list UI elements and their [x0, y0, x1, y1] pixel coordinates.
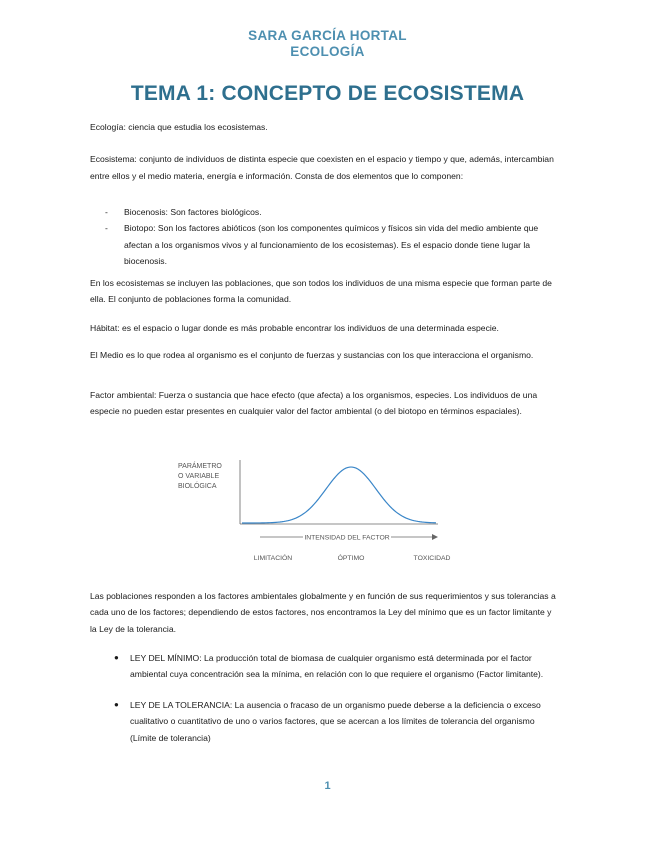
- list-item: [90, 220, 560, 269]
- y-axis-label-line: O VARIABLE: [178, 473, 220, 480]
- list-item: [90, 697, 560, 746]
- x-tick-label: LIMITACIÓN: [253, 555, 293, 562]
- list-item-text: LEY DE LA TOLERANCIA: La ausencia o fracaso de un organismo puede deberse a la deficiencia o exceso cualitativo o cuantitativo de uno o varios factores, que se acercan a los límites de tolerancia del organismo (Límite de tolerancia): [130, 699, 541, 743]
- x-axis-label: INTENSIDAD DEL FACTOR: [304, 534, 390, 542]
- bell-curve-line: [242, 467, 436, 523]
- page-title: TEMA 1: CONCEPTO DE ECOSISTEMA: [130, 82, 525, 105]
- list-item-text: Biocenosis: Son factores biológicos.: [124, 207, 262, 217]
- author-name: SARA GARCÍA HORTAL: [248, 28, 407, 43]
- x-tick-label: TOXICIDAD: [413, 555, 451, 562]
- y-axis-label-line: BIOLÓGICA: [178, 483, 217, 490]
- bullet-list: [90, 650, 560, 746]
- arrow-head-icon: [432, 534, 438, 540]
- paragraph-ecosistema: Ecosistema: conjunto de individuos de distinta especie que coexisten en el espacio y tiempo y que, además, intercambian entre ellos y el medio materia, energía e información. Consta de dos elementos que lo componen:: [90, 154, 554, 181]
- paragraph-respuesta: Las poblaciones responden a los factores ambientales globalmente y en función de sus requerimientos y sus tolerancias a cada uno de los factores; dependiendo de estos factores, nos encontramos la Ley del mínimo que es un factor limitante y la Ley de la tolerancia.: [90, 591, 556, 634]
- page-number: 1: [324, 780, 331, 792]
- subject-name: ECOLOGÍA: [290, 44, 365, 59]
- document-header: [0, 28, 655, 60]
- paragraph-poblaciones: En los ecosistemas se incluyen las poblaciones, que son todos los individuos de una misma especie que forman parte de ella. El conjunto de poblaciones forma la comunidad.: [90, 278, 552, 305]
- paragraph-ecologia: Ecología: ciencia que estudia los ecosistemas.: [90, 122, 268, 132]
- paragraph-medio: El Medio es lo que rodea al organismo es el conjunto de fuerzas y sustancias con los que interacciona el organismo.: [90, 350, 534, 360]
- intro-section: [90, 119, 560, 184]
- tolerance-curve-chart: [170, 448, 470, 578]
- paragraph-habitat: Hábitat: es el espacio o lugar donde es más probable encontrar los individuos de una determinada especie.: [90, 323, 499, 333]
- list-item-text: Biotopo: Son los factores abióticos (son los componentes químicos y físicos sin vida del medio ambiente que afectan a los organismos vivos y al funcionamiento de los ecosistemas). Es el espacio donde tiene lugar la biocenosis.: [124, 223, 539, 267]
- bullet-marker: ●: [114, 699, 119, 709]
- list-item-text: LEY DEL MÍNIMO: La producción total de biomasa de cualquier organismo está determinada por el factor ambiental cuya concentración sea la mínima, en relación con lo que requiere el organismo (Factor limitante).: [130, 653, 544, 680]
- list-item: [90, 204, 560, 220]
- dash-marker: -: [105, 223, 108, 234]
- dash-list: [90, 204, 560, 270]
- bullet-marker: ●: [114, 653, 119, 662]
- paragraph-factor: Factor ambiental: Fuerza o sustancia que hace efecto (que afecta) a los organismos, especies. Los individuos de una especie no pueden estar presentes en cualquier valor del factor ambiental (o del biotopo en términos espaciales).: [90, 390, 538, 417]
- dash-marker: -: [105, 207, 108, 217]
- x-tick-label: ÓPTIMO: [337, 555, 365, 562]
- list-item: [90, 650, 560, 683]
- y-axis-label-line: PARÁMETRO: [178, 463, 222, 470]
